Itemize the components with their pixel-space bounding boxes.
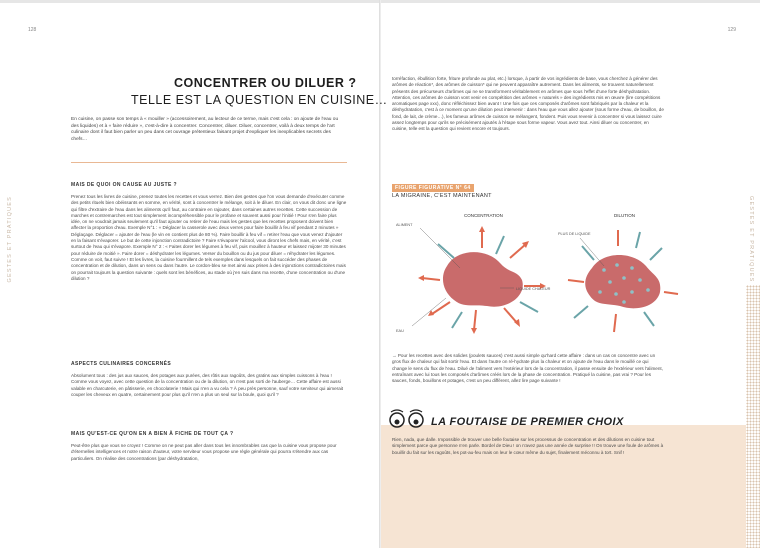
- food-blob-right: [585, 255, 660, 308]
- side-label-left: GESTES ET PRATIQUES: [7, 196, 13, 283]
- figure-tag: FIGURE FIGURATIVE N° 64: [392, 184, 474, 192]
- section-body: Absolument tous : des jus aux sauces, des potages aux purées, des rôtis aux ragoûts, des gratins aux simples cuissons à l'eau ! Comme vous voyez, avec cette question de la concentration ou de la dilution, on n'est pas sorti de l'auberge… Cette affaire est aussi valable en charcuterie, en pâtisserie, en chocolaterie ! Mais qui n'en a vu cela ? À peu près personne, sauf votre serviteur qui aimerait couper les cheveux en quatre, certainement pour plus qu'il n'en a plus un seul sur la boule, quoi qu'il ?: [71, 373, 344, 397]
- label-plus-de-liquide: PLUS DE LIQUIDE: [558, 232, 591, 236]
- section-heading: ASPECTS CULINAIRES CONCERNÉS: [71, 361, 172, 367]
- label-aliment: ALIMENT: [396, 223, 413, 227]
- box-text: Rien, nada, que dalle. Impossible de trouver une belle foutaise sur les processus de concentration et des dilutions en cuisine tout simplement parce que personne n'en parle. Bordel de Dieu ! on n'avez pas une année de surprise !! On trouve une foule de arômes à bouillir du fait sur les ragoûts, les pot-au-feu mais on leur le cœur même du sujet, finalement méconnu à tort. Snif !: [392, 437, 664, 455]
- label-dilution: DILUTION: [614, 213, 636, 218]
- concentration-dilution-diagram: [392, 208, 682, 343]
- label-eau: EAU: [396, 329, 404, 333]
- box-title: LA FOUTAISE DE PREMIER CHOIX: [431, 416, 624, 428]
- section-heading: MAIS QU'EST-CE QU'ON EN A BIEN À FICHE DE TOUT ÇA ?: [71, 431, 234, 437]
- figure-subtitle: LA MIGRAINE, C'EST MAINTENANT: [392, 193, 492, 199]
- label-concentration: CONCENTRATION: [464, 213, 503, 218]
- section-body: Peut-être plus que vous ne croyez ! Comme on ne peut pas aller dans tous les innombrables cas que la cuisine vous propose pour d'éternelles intelligences et notre raison d'auteur, votre serviteur vous propose une règle générale qui pourra s'étendre aux cas particuliers. On réalise des concentrations (par déshydratation,: [71, 443, 337, 461]
- eyes-icon: [388, 408, 428, 430]
- section-heading: MAIS DE QUOI ON CAUSE AU JUSTE ?: [71, 182, 177, 188]
- body-text-bottom: → Pour les recettes avec des solides (poulets sauces) c'est aussi simple qu'hard cette affaire : dans un cas on concentre avec un gros flux de chaleur qui fait sortir l'eau. Et dans l'autre on ré-hydrate plus la chaleur et on ajoute de l'eau dans le mouillé ce qui change le sens du flux de l'eau. Dilué de l'aliment vers l'extérieur lors de la concentration, il passe ensuite de l'extérieur vers l'aliment, entraînant avec lui tous les composés d'arômes créés lors de la phase de concentration. Pratiqué la cuisine, pas vrai ? Pour les sauces, fonds, bouillons et potages, c'est un peu différent, allez lire page suivante !: [392, 353, 663, 384]
- dot-pattern: [746, 285, 760, 548]
- label-liquide-chaleur: LIQUIDE CHALEUR: [516, 287, 551, 291]
- side-label-right: GESTES ET PRATIQUES: [748, 196, 754, 283]
- lead-paragraph: En cuisine, on passe son temps à « mouiller » (accessoirement, au lecteur de ce terme, mais c'est cela : on ajoute de l'eau ou des liquides) et à « faire réduire », c'est-à-dire à concentrer. Concentrer, diluer. Diluer, concentrer, voilà à deux temps de l'art culinaire dont il faut bien parler un peu dans cet ouvrage prétentieux faisant projet d'expliquer les inexplicables secrets des chefs…: [71, 117, 339, 142]
- divider-rule: [71, 162, 347, 163]
- body-text-top: torréfaction, ébullition forte, friture profonde au plat, etc.) lorsque, à partir de vos ingrédients de base, vous cherchez à générer des arômes de réaction*, des arômes de cuisson* qui ne peuvent apparaître autrement. Dans les aliments, se trouvent naturellement présents des précurseurs d'arômes qui ne se transforment véritablement en arômes que sous l'effet d'une forte déshydratation. Attention, ces arômes de cuisson vont venir en compétition des arômes « naturels » des ingrédients mis en œuvre (lire compétitions aromatiques page xxx), donc réfléchissez bien avant ! Une fois que ces composés d'arômes sont fabriqués par la chaleur et la déshydratation, c'est à ce moment qu'une dilution peut intervenir : dans l'eau que vous allez ajouter (sous forme d'eau, de bouillon, de fond, de lait, de crème…), les fameux arômes de cuisson se mélangent, fondent. Puis vous revenir à concentrer si vous laissez cuire assez longtemps pour qu'ils se précisément ajoutés à l'étape sous forme vapeur. Vous avez tout. Ainsi diluer ou concentrer, en cuisine, telle est la question qui revient encore et toujours.: [392, 76, 664, 132]
- page-number-left: 128: [28, 27, 37, 33]
- page-subtitle: TELLE EST LA QUESTION EN CUISINE…: [131, 93, 388, 107]
- page-number-right: 129: [727, 27, 736, 33]
- section-body: Prenez tous les livres de cuisine, prenez toutes les recettes et vous verrez. Bien des gestes que l'on vous demande d'exécuter comme des petits rituels bien obéissants en somme, en vérité, sont à concentrer le mélange, soit à le diluer. En clair, on vous dit donc une ligne qui filtre d'extraire de l'eau dans les aliments qu'il faut, au contraire en rajouter, dans certaines autres recettes. Cette succession de marches et contremarches est tout simplement incompréhensible pour le profane et souvent aussi pour l'initié ! Pour s'en faire plus idée, on ne voudrait jamais seulement qu'il faut ajouter ou retirer de l'eau mais les gestes que les recettes proposent doivent bien affecter la proportion d'eau. Exemple N°1 : « Déglacer la casserole avec deux verres pour faire bouillir à feu vif pendant 2 minutes » Déglaçage. Déglacer = ajouter de l'eau (le vin en contient plus de 80 %). Faire bouillir à feu vif = retirer l'eau que vous venez d'ajouter en la faisant s'évaporer. Le but de cette injonction contradictoire ? Faire s'évaporer l'alcool, vous diront les chefs mais, en vérité, c'est surtout de l'eau qui s'évapore. Exemple N° 2 : « Faites dorer les légumes à feu vif, puis mouillez à hauteur et laissez mijoter 30 minutes pour réduire de moitié ». Faire dorer = déshydrater les légumes. Verser du bouillon ou du jus pour diluer = réhydrater les légumes. Comme on voit, faut suivre ! Et les livres, la cuisine fourmillent de tels exemples dans lesquels on fait succéder des phases de concentration et de dilution, dans un sens ou dans l'autre. Le cordon-bleu se met ainsi aux prises à des injonctions contradictoires mais on pourrait toujours la question suivante : quels sont les bénéfices, au stade où j'en suis dans ma recette, d'une concentration ou d'une dilution ?: [71, 194, 347, 281]
- food-blob-left: [443, 252, 523, 307]
- page-title: CONCENTRER OU DILUER ?: [174, 76, 357, 90]
